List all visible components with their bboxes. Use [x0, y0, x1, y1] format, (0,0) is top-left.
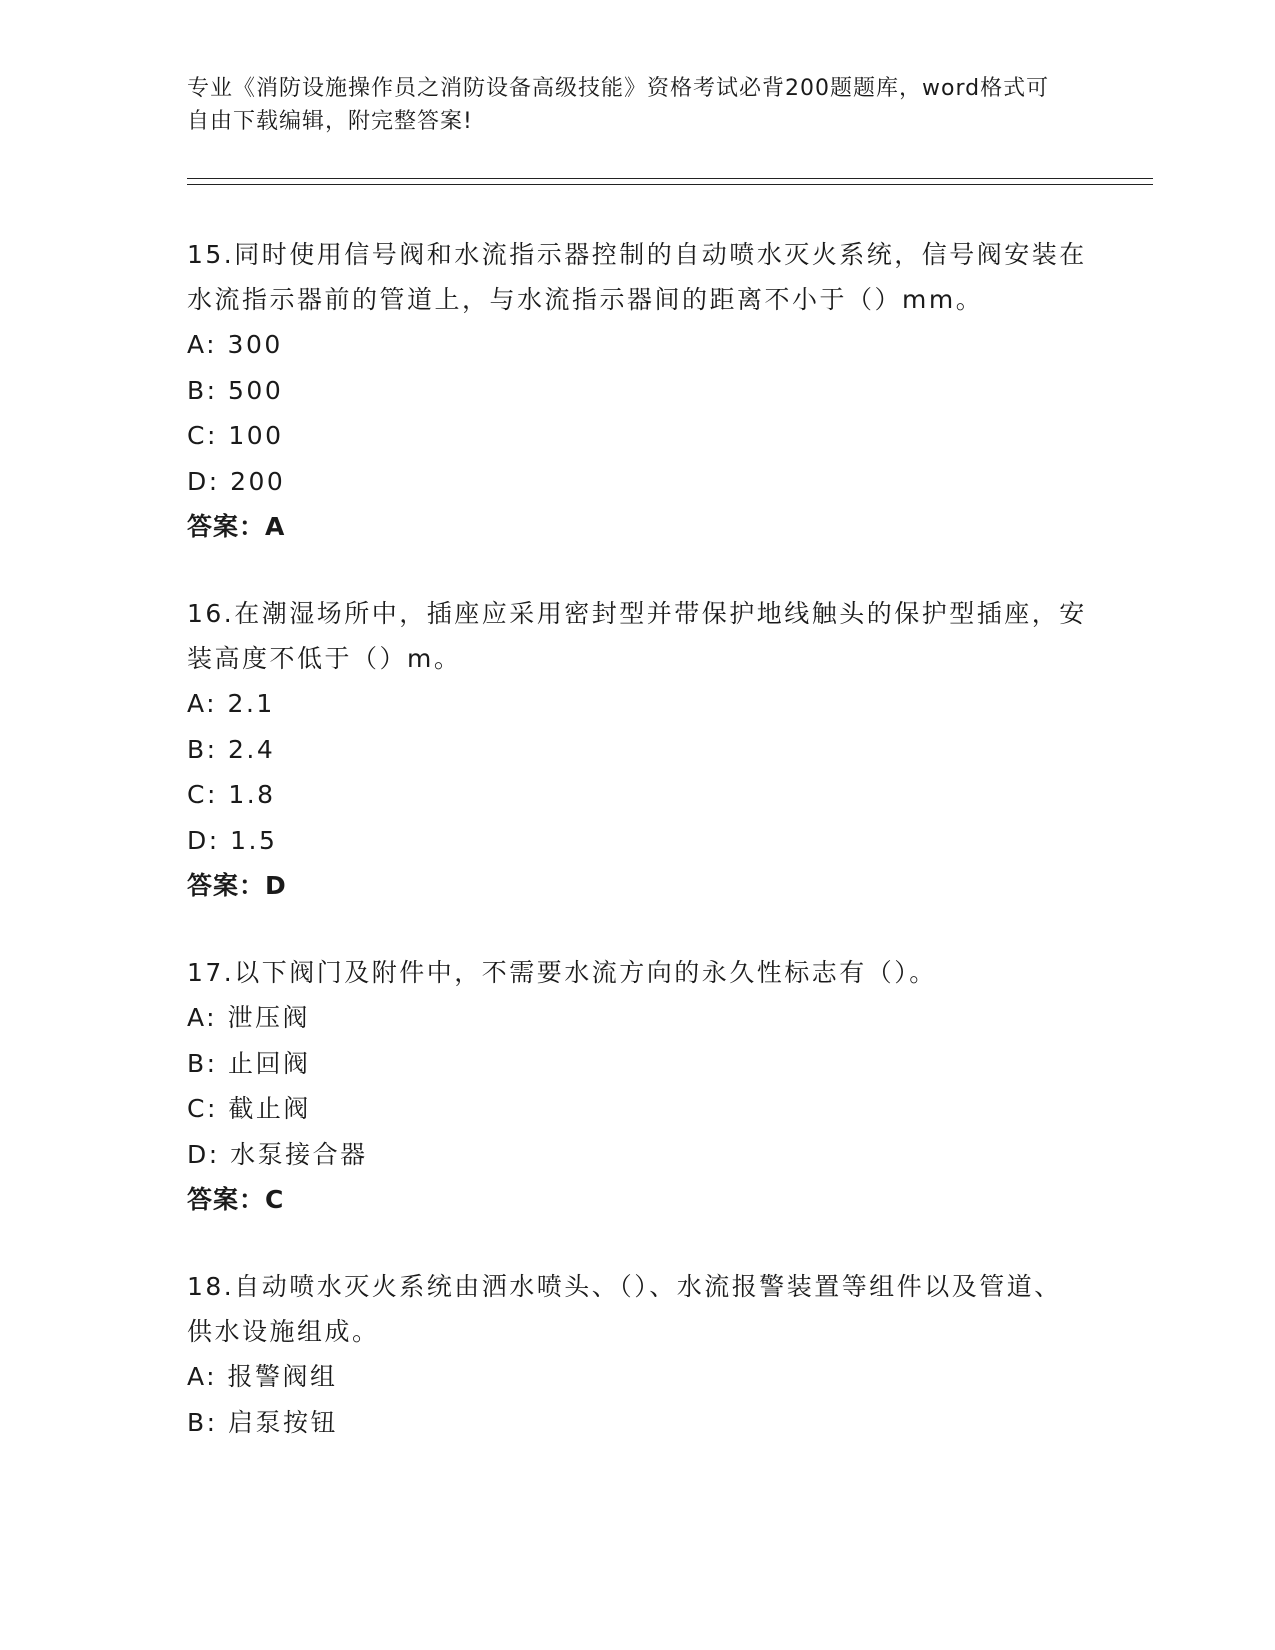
question-list: [187, 232, 1087, 1487]
option-a: A: 报警阀组: [187, 1362, 338, 1391]
option-b: B: 止回阀: [187, 1048, 311, 1078]
question-17: [187, 950, 1087, 1222]
option-c: C: 截止阀: [187, 1094, 311, 1123]
question-stem: 18.自动喷水灭火系统由洒水喷头、（）、水流报警装置等组件以及管道、供水设施组成。: [187, 1272, 1062, 1346]
header-divider-bottom: [187, 184, 1153, 185]
header-divider-top: [187, 178, 1153, 179]
answer-label: 答案：A: [187, 512, 286, 541]
option-d: D: 200: [187, 466, 286, 496]
question-18: [187, 1264, 1087, 1445]
question-16: [187, 591, 1087, 908]
option-c: C: 100: [187, 421, 284, 450]
question-stem: 15.同时使用信号阀和水流指示器控制的自动喷水灭火系统，信号阀安装在水流指示器前的管道上，与水流指示器间的距离不小于（）mm。: [187, 240, 1087, 314]
document-header: 专业《消防设施操作员之消防设备高级技能》资格考试必背200题题库，word格式可自由下载编辑，附完整答案!: [187, 76, 1050, 134]
option-a: A: 300: [187, 330, 283, 359]
option-b: B: 500: [187, 375, 284, 405]
option-a: A: 泄压阀: [187, 1003, 311, 1032]
option-a: A: 2.1: [187, 689, 275, 718]
question-15: [187, 232, 1087, 549]
option-c: C: 1.8: [187, 780, 276, 809]
option-d: D: 水泵接合器: [187, 1139, 368, 1169]
answer-label: 答案：C: [187, 1185, 285, 1214]
option-b: B: 2.4: [187, 734, 276, 764]
option-d: D: 1.5: [187, 825, 278, 855]
answer-label: 答案：D: [187, 871, 287, 900]
question-stem: 16.在潮湿场所中，插座应采用密封型并带保护地线触头的保护型插座，安装高度不低于（）m。: [187, 599, 1087, 673]
question-stem: 17.以下阀门及附件中，不需要水流方向的永久性标志有（）。: [187, 958, 937, 987]
option-b: B: 启泵按钮: [187, 1407, 339, 1437]
